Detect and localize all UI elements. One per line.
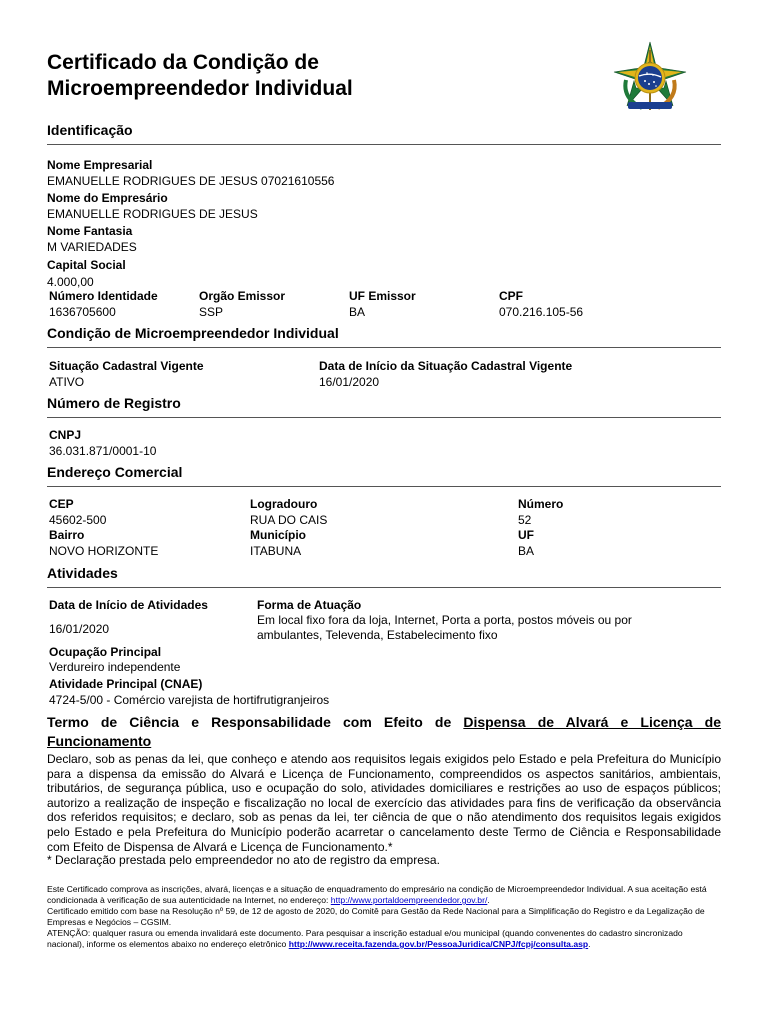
cnae-value: 4724-5/00 - Comércio varejista de hortifrutigranjeiros [49,693,330,707]
orgao-emissor-value: SSP [199,305,224,319]
cpf-label: CPF [499,289,523,303]
termo-text: Declaro, sob as penas da lei, que conheço e atendo aos requisitos legais exigidos pelo Estado e pela Prefeitura do Município para a dispensa da emissão do Alvará e Licença de Funcionamento, compreendidos os aspectos sanitários, ambientais, tributários, de segurança pública, uso e ocupação do solo, atividades domiciliares e restrições ao uso de espaços públicos; autorizo a realização de inspeção e fiscalização no local de exercício das atividades para fins de verificação da observância dos referidos requisitos; e declaro, sob as penas da lei, ter ciência de que o não atendimento dos requisitos legais exigidos pelo Estado e pela Prefeitura do Município poderão acarretar o cancelamento deste Termo de Ciência e Responsabilidade com Efeito de Dispensa de Alvará e Licença de Funcionamento.* [47,752,721,854]
situacao-label: Situação Cadastral Vigente [49,359,204,373]
section-divider [47,417,721,418]
section-heading-endereco: Endereço Comercial [47,464,183,480]
cep-label: CEP [49,497,74,511]
footer-p1-end: . [487,895,490,905]
data-inicio-atividades-value: 16/01/2020 [49,622,110,636]
section-heading-condicao: Condição de Microempreendedor Individual [47,325,339,341]
nome-empresarial-label: Nome Empresarial [47,158,153,172]
forma-atuacao-value-line-1: Em local fixo fora da loja, Internet, Porta a porta, postos móveis ou por [257,613,632,627]
section-heading-registro: Número de Registro [47,395,181,411]
forma-atuacao-value-line-2: ambulantes, Televenda, Estabelecimento fixo [257,628,498,642]
data-inicio-situacao-value: 16/01/2020 [319,375,380,389]
footer-p3-end: . [588,939,591,949]
ocupacao-principal-label: Ocupação Principal [49,645,162,659]
declaracao-note: * Declaração prestada pelo empreendedor no ato de registro da empresa. [47,853,440,867]
ocupacao-principal-value: Verdureiro independente [49,660,181,674]
title-line-2: Microempreendedor Individual [47,77,353,100]
orgao-emissor-label: Orgão Emissor [199,289,286,303]
section-divider [47,347,721,348]
numero-identidade-label: Número Identidade [49,289,158,303]
footer-p1-text: Este Certificado comprova as inscrições, alvará, licenças e a situação de enquadramento do empresário na condição de Microempreendedor Individual. A sua aceitação está condicionada à verificação de sua autenticidade na Internet, no endereço: [47,884,707,905]
forma-atuacao-label: Forma de Atuação [257,598,362,612]
page-title [47,50,567,102]
footer-notes [47,884,721,950]
nome-empresario-value: EMANUELLE RODRIGUES DE JESUS [47,207,258,221]
receita-consulta-link[interactable]: http://www.receita.fazenda.gov.br/PessoaJuridica/CNPJ/fcpj/consulta.asp [288,939,589,949]
numero-value: 52 [518,513,532,527]
termo-title [47,713,721,751]
section-divider [47,486,721,487]
footer-paragraph-1 [47,884,721,906]
nome-empresarial-value: EMANUELLE RODRIGUES DE JESUS 07021610556 [47,174,335,188]
cnpj-value: 36.031.871/0001-10 [49,444,157,458]
title-line-1: Certificado da Condição de [47,51,319,74]
municipio-value: ITABUNA [250,544,302,558]
footer-paragraph-2: Certificado emitido com base na Resolução nº 59, de 12 de agosto de 2020, do Comitê para Gestão da Rede Nacional para a Simplificação do Registro e da Legalização de Empresas e Negócios – CGSIM. [47,906,705,927]
section-divider [47,587,721,588]
bairro-value: NOVO HORIZONTE [49,544,159,558]
section-heading-atividades: Atividades [47,565,118,581]
portal-empreendedor-link[interactable]: http://www.portaldoempreendedor.gov.br/ [330,895,488,905]
logradouro-value: RUA DO CAIS [250,513,328,527]
cnae-label: Atividade Principal (CNAE) [49,677,203,691]
uf-label: UF [518,528,534,542]
uf-value: BA [518,544,535,558]
uf-emissor-value: BA [349,305,366,319]
footer-p3-text: ATENÇÃO: qualquer rasura ou emenda invalidará este documento. Para pesquisar a inscrição estadual e/ou municipal (quando convenentes do cadastro sincronizado nacional), informe os elementos abaixo no endereço eletrônico [47,928,683,949]
nome-fantasia-label: Nome Fantasia [47,224,133,238]
termo-title-part-1: Termo de Ciência e Responsabilidade com Efeito de [47,714,464,730]
capital-social-label: Capital Social [47,258,126,272]
data-inicio-atividades-label: Data de Início de Atividades [49,598,208,612]
situacao-value: ATIVO [49,375,85,389]
footer-paragraph-3 [47,928,721,950]
termo-title-part-2: Dispensa de Alvará e Licença de Funcionamento [47,714,722,749]
section-divider [47,144,721,145]
nome-empresario-label: Nome do Empresário [47,191,168,205]
bairro-label: Bairro [49,528,85,542]
cep-value: 45602-500 [49,513,107,527]
logradouro-label: Logradouro [250,497,318,511]
numero-label: Número [518,497,564,511]
uf-emissor-label: UF Emissor [349,289,416,303]
brazil-coat-of-arms-icon [612,40,688,116]
cpf-value: 070.216.105-56 [499,305,584,319]
numero-identidade-value: 1636705600 [49,305,116,319]
municipio-label: Município [250,528,306,542]
cnpj-label: CNPJ [49,428,82,442]
data-inicio-situacao-label: Data de Início da Situação Cadastral Vigente [319,359,573,373]
nome-fantasia-value: M VARIEDADES [47,240,137,254]
capital-social-value: 4.000,00 [47,275,94,289]
section-heading-identificacao: Identificação [47,122,133,138]
